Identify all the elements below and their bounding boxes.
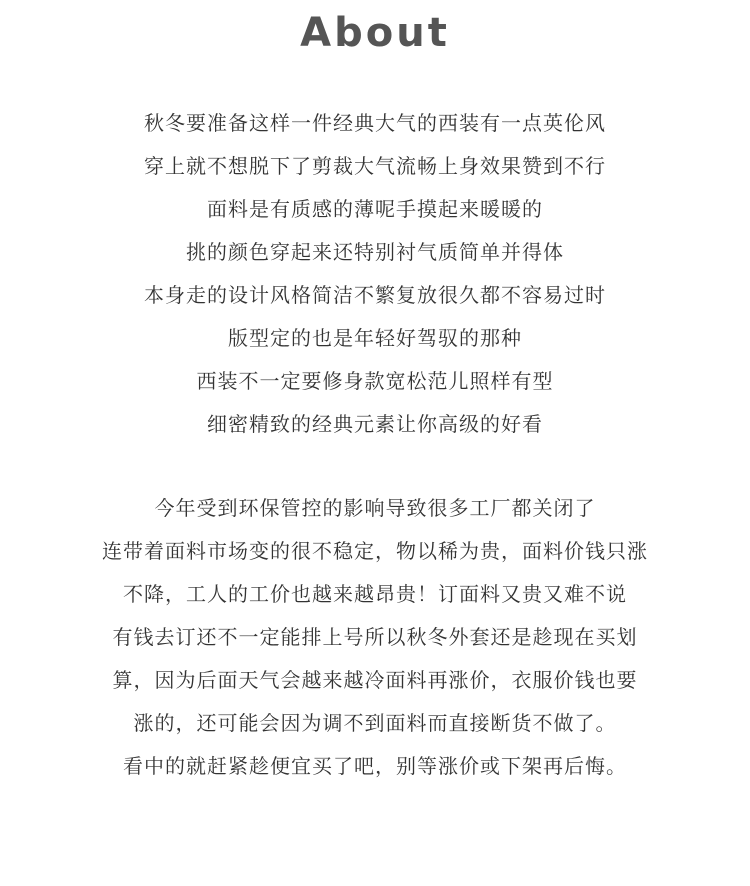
paragraph-line: 挑的颜色穿起来还特别衬气质简单并得体 (186, 240, 564, 264)
paragraph-line: 连带着面料市场变的很不稳定，物以稀为贵，面料价钱只涨 (102, 539, 648, 563)
notice-paragraph (0, 487, 750, 788)
page-title: About (300, 10, 450, 56)
paragraph-line: 西装不一定要修身款宽松范儿照样有型 (196, 369, 554, 393)
paragraph-line: 今年受到环保管控的影响导致很多工厂都关闭了 (154, 496, 596, 520)
paragraph-line: 涨的，还可能会因为调不到面料而直接断货不做了。 (133, 711, 617, 735)
paragraph-line: 不降，工人的工价也越来越昂贵！订面料又贵又难不说 (123, 582, 627, 606)
paragraph-line: 穿上就不想脱下了剪裁大气流畅上身效果赞到不行 (144, 154, 606, 178)
description-paragraph (0, 102, 750, 446)
paragraph-line: 本身走的设计风格简洁不繁复放很久都不容易过时 (144, 283, 606, 307)
paragraph-line: 版型定的也是年轻好驾驭的那种 (228, 326, 522, 350)
paragraph-line: 看中的就赶紧趁便宜买了吧，别等涨价或下架再后悔。 (123, 754, 627, 778)
paragraph-line: 算，因为后面天气会越来越冷面料再涨价，衣服价钱也要 (112, 668, 638, 692)
paragraph-line: 有钱去订还不一定能排上号所以秋冬外套还是趁现在买划 (112, 625, 638, 649)
paragraph-line: 秋冬要准备这样一件经典大气的西装有一点英伦风 (144, 111, 606, 135)
paragraph-line: 细密精致的经典元素让你高级的好看 (207, 412, 543, 436)
paragraph-line: 面料是有质感的薄呢手摸起来暖暖的 (207, 197, 543, 221)
